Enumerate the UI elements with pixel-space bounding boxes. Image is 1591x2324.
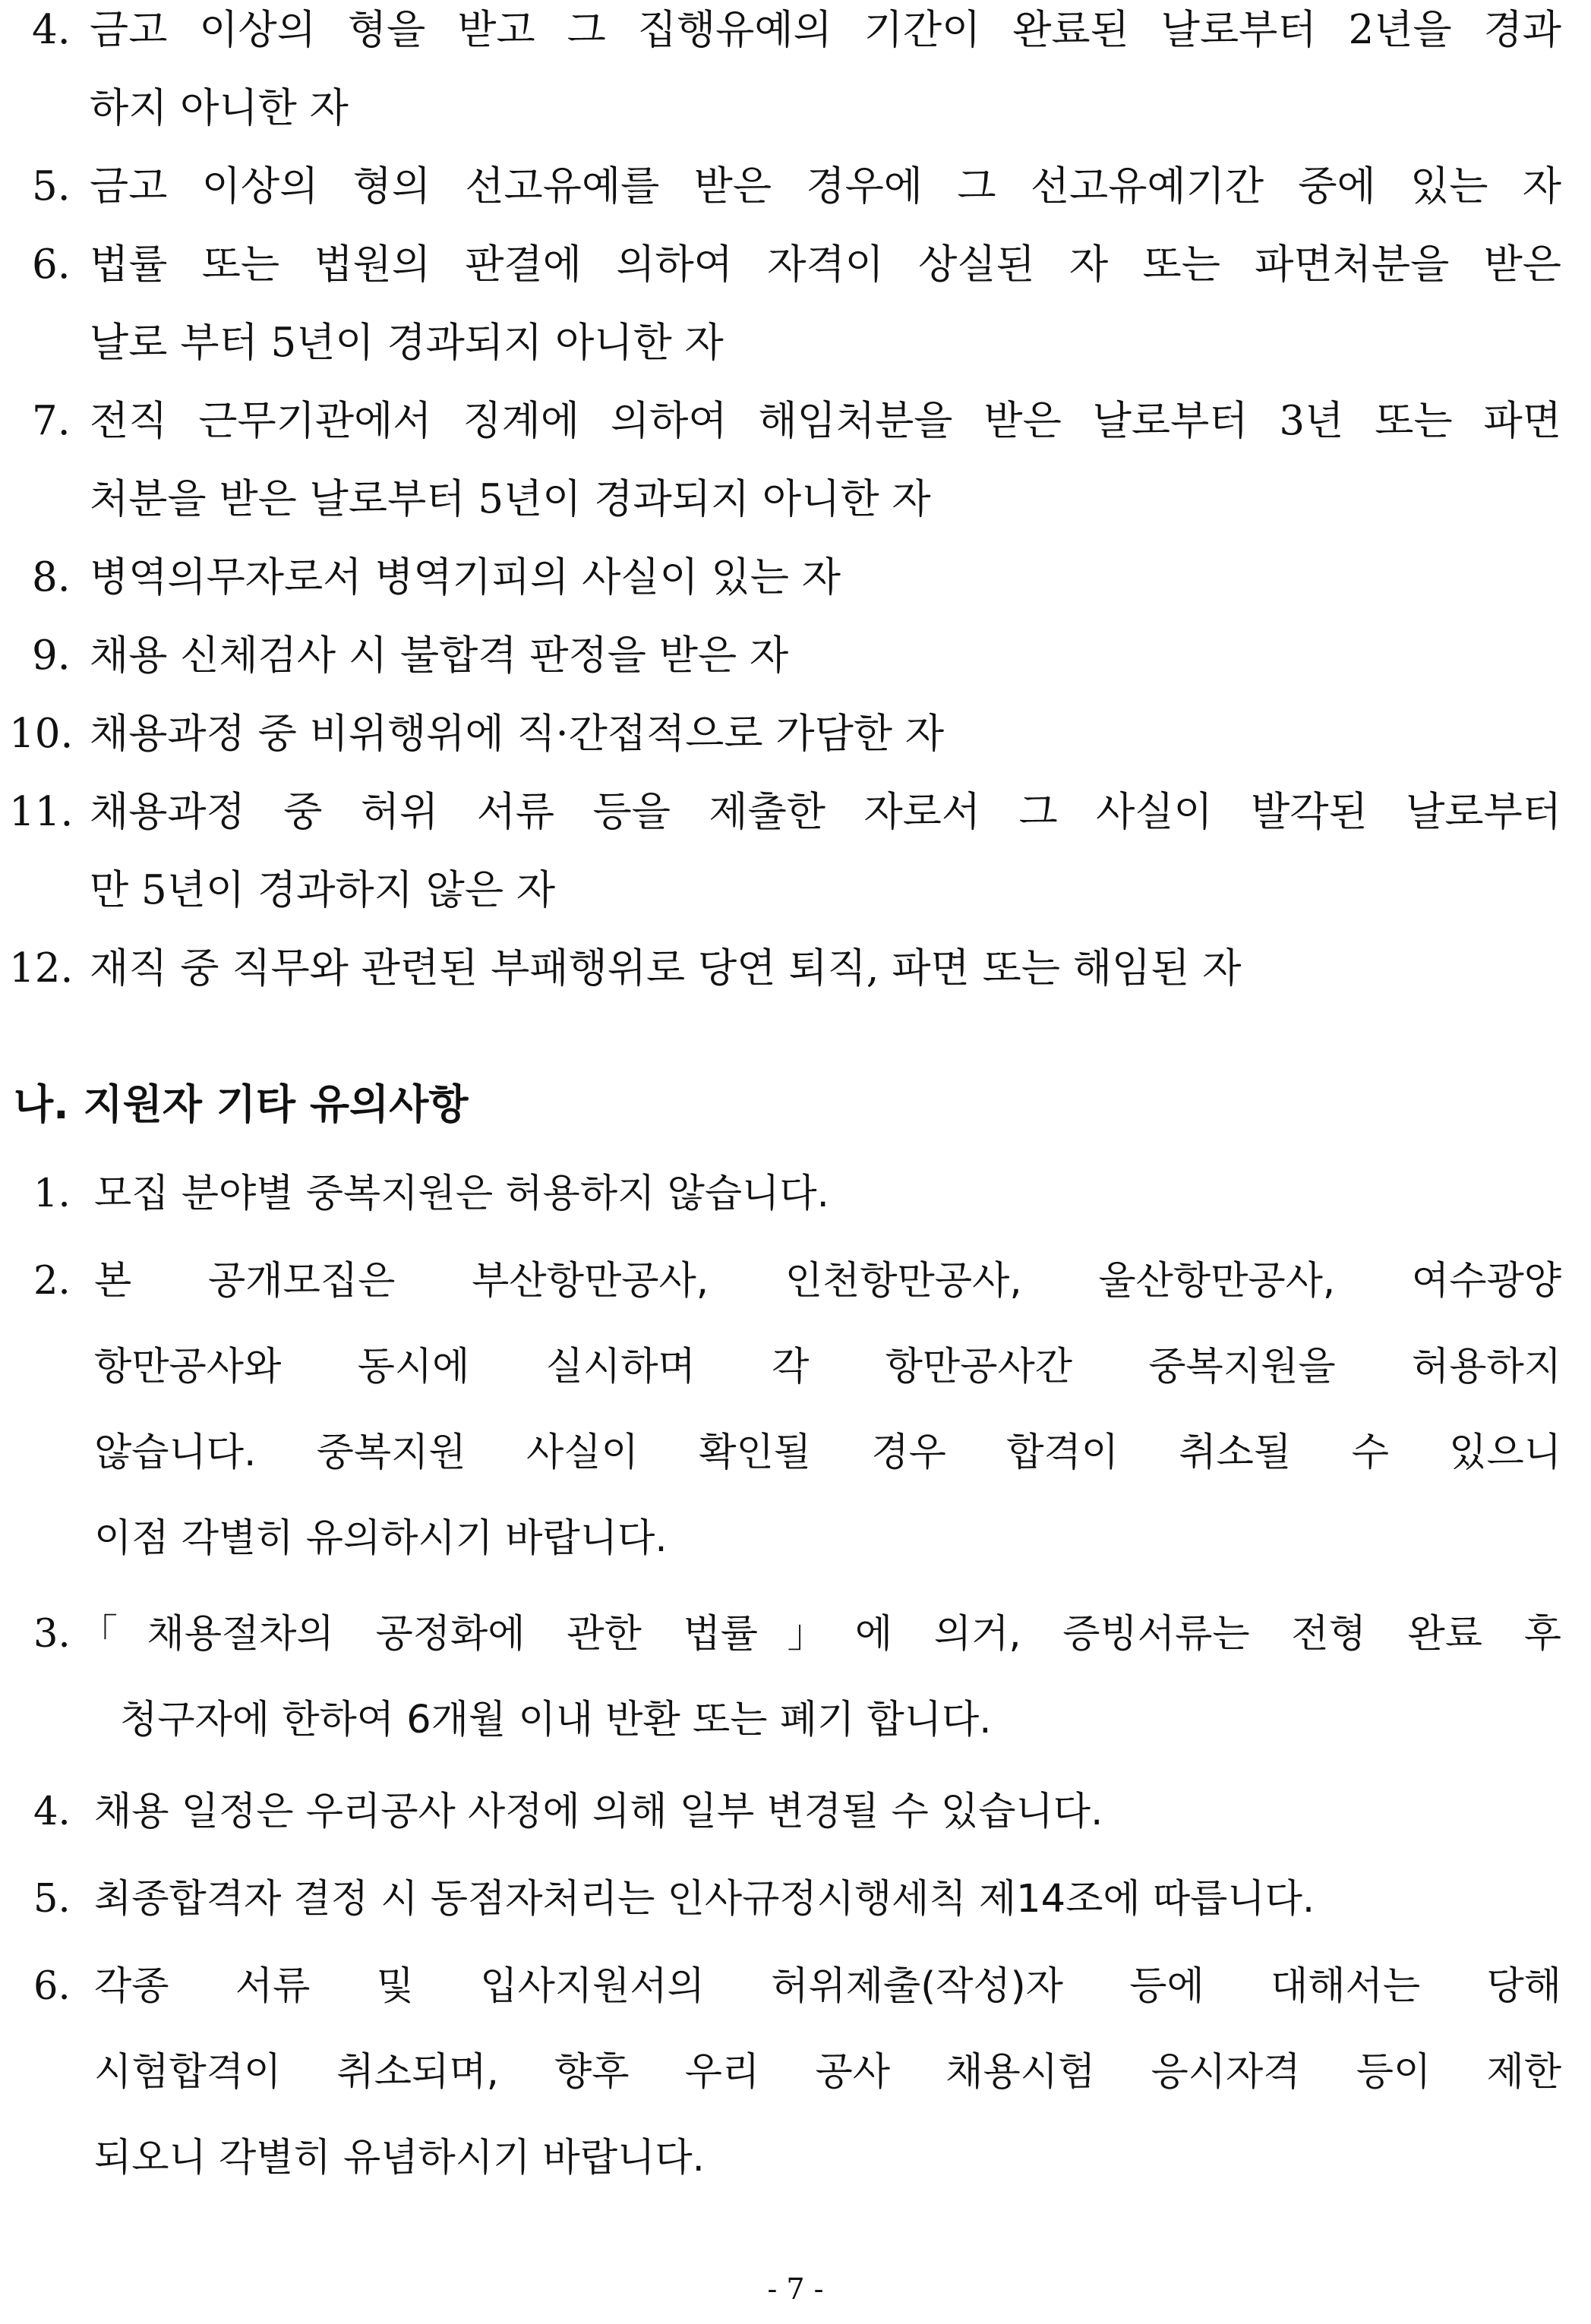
item-text: 병역의무자로서 병역기피의 사실이 있는 자: [90, 554, 841, 601]
item-text: 전직 근무기관에서 징계에 의하여 해임처분을 받은 날로부터 3년 또는 파면: [90, 398, 1561, 444]
item-number: 5.: [32, 163, 71, 210]
item-text: 각종 서류 및 입사지원서의 허위제출(작성)자 등에 대해서는 당해: [94, 1964, 1561, 2009]
item-number: 7.: [32, 398, 71, 444]
page-number: - 7 -: [767, 2272, 824, 2306]
item-number: 4.: [32, 7, 71, 53]
item-number: 10.: [9, 711, 74, 757]
item-text: 청구자에 한하여 6개월 이내 반환 또는 폐기 합니다.: [120, 1698, 992, 1742]
item-text: 법률 또는 법원의 판결에 의하여 자격이 상실된 자 또는 파면처분을 받은: [90, 241, 1561, 288]
item-text: 채용과정 중 비위행위에 직·간접적으로 가담한 자: [90, 711, 945, 757]
item-text: 모집 분야별 중복지원은 허용하지 않습니다.: [94, 1171, 829, 1216]
item-text: 채용과정 중 허위 서류 등을 제출한 자로서 그 사실이 발각된 날로부터: [90, 789, 1561, 835]
item-number: 6.: [32, 241, 71, 288]
item-number: 6.: [33, 1964, 71, 2009]
item-text: 않습니다. 중복지원 사실이 확인될 경우 합격이 취소될 수 있으니: [94, 1430, 1561, 1475]
item-text: 하지 아니한 자: [90, 85, 349, 131]
item-number: 5.: [33, 1877, 71, 1922]
item-number: 4.: [33, 1790, 71, 1834]
item-text: 금고 이상의 형의 선고유예를 받은 경우에 그 선고유예기간 중에 있는 자: [90, 163, 1561, 210]
item-number: 11.: [9, 789, 74, 835]
item-text: 금고 이상의 형을 받고 그 집행유예의 기간이 완료된 날로부터 2년을 경과: [90, 7, 1561, 53]
item-number: 8.: [32, 554, 71, 601]
item-text: 본 공개모집은 부산항만공사, 인천항만공사, 울산항만공사, 여수광양: [94, 1259, 1561, 1304]
item-text: 채용 신체검사 시 불합격 판정을 받은 자: [90, 632, 789, 679]
item-text: 날로 부터 5년이 경과되지 아니한 자: [90, 320, 724, 366]
item-text: 「채용절차의 공정화에 관한 법률」에 의거, 증빙서류는 전형 완료 후: [79, 1612, 1561, 1657]
item-text: 이점 각별히 유의하시기 바랍니다.: [94, 1516, 668, 1561]
item-number: 9.: [32, 632, 71, 679]
item-text: 재직 중 직무와 관련된 부패행위로 당연 퇴직, 파면 또는 해임된 자: [90, 945, 1242, 992]
item-text: 만 5년이 경과하지 않은 자: [90, 867, 556, 913]
item-number: 3.: [33, 1612, 71, 1657]
item-text: 되오니 각별히 유념하시기 바랍니다.: [94, 2136, 705, 2181]
item-text: 처분을 받은 날로부터 5년이 경과되지 아니한 자: [90, 476, 931, 522]
item-number: 2.: [33, 1259, 71, 1304]
item-text: 채용 일정은 우리공사 사정에 의해 일부 변경될 수 있습니다.: [94, 1790, 1103, 1834]
item-text: 최종합격자 결정 시 동점자처리는 인사규정시행세칙 제14조에 따릅니다.: [94, 1877, 1315, 1922]
item-text: 항만공사와 동시에 실시하며 각 항만공사간 중복지원을 허용하지: [94, 1345, 1561, 1389]
item-text: 시험합격이 취소되며, 향후 우리 공사 채용시험 응시자격 등이 제한: [94, 2050, 1561, 2095]
item-number: 1.: [33, 1171, 71, 1216]
item-number: 12.: [9, 945, 74, 992]
section-heading: 나. 지원자 기타 유의사항: [14, 1080, 469, 1128]
